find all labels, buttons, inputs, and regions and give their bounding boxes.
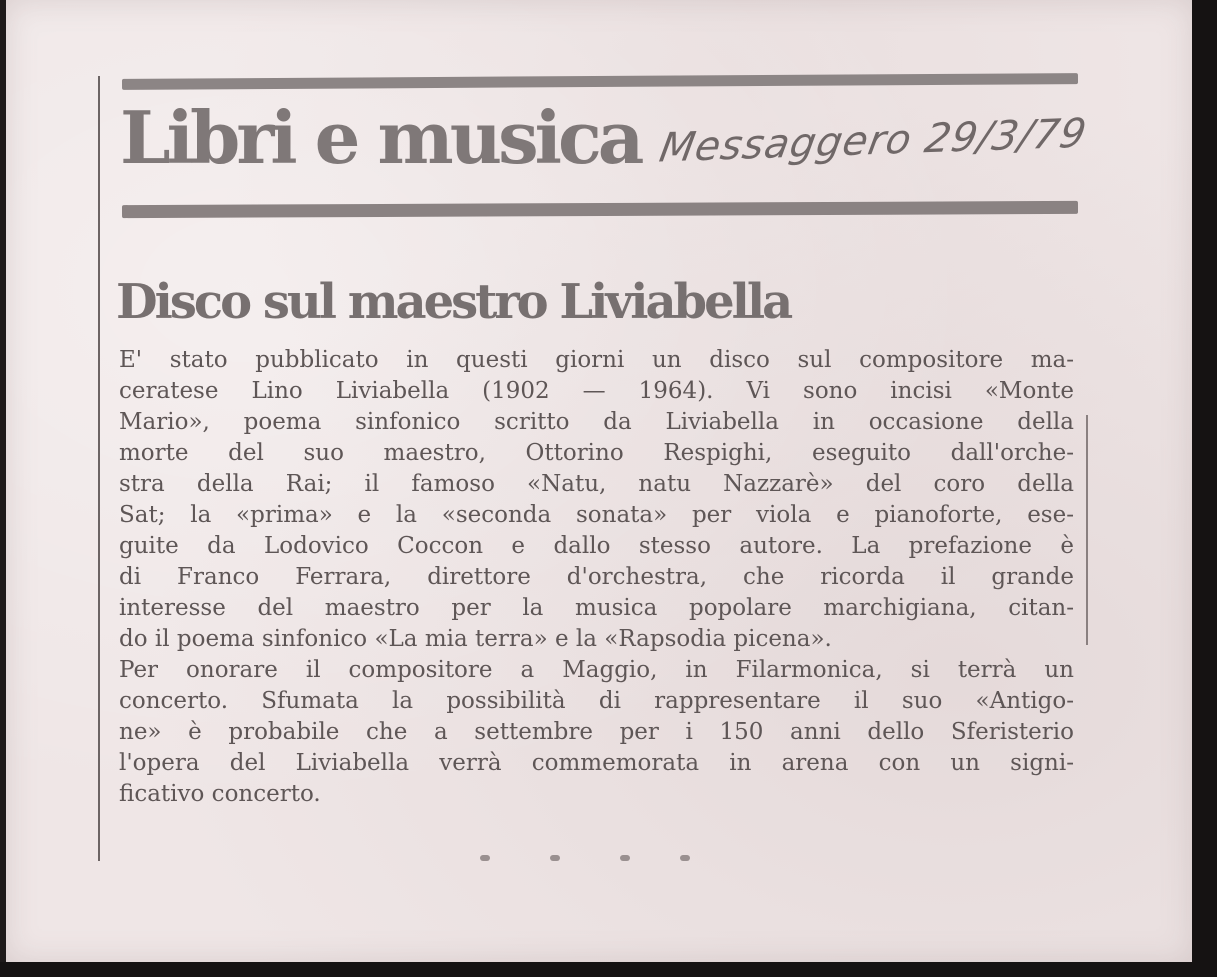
section-title: Libri e musica [120, 95, 641, 180]
article-line: concerto. Sfumata la possibilità di rappresentare il suo «Antigo- [119, 688, 1074, 714]
article-line: E' stato pubblicato in questi giorni un disco sul compositore ma- [119, 347, 1074, 373]
article-line: stra della Rai; il famoso «Natu, natu Nazzarè» del coro della [119, 471, 1074, 497]
ink-speck [480, 855, 490, 861]
article-line: l'opera del Liviabella verrà commemorata in arena con un signi- [119, 750, 1074, 776]
article-line: Sat; la «prima» e la «seconda sonata» per viola e pianoforte, ese- [119, 502, 1074, 528]
article-line: Mario», poema sinfonico scritto da Liviabella in occasione della [119, 409, 1074, 435]
article-line: guite da Lodovico Coccon e dallo stesso autore. La prefazione è [119, 533, 1074, 559]
ink-speck [620, 855, 630, 861]
column-rule-right [1086, 415, 1088, 645]
column-rule-left [98, 76, 100, 861]
article-line: ceratese Lino Liviabella (1902 — 1964). Vi sono incisi «Monte [119, 378, 1074, 404]
article-body [119, 345, 1074, 810]
ink-speck [550, 855, 560, 861]
ink-residue [480, 855, 710, 863]
ink-speck [680, 855, 690, 861]
article-line: Per onorare il compositore a Maggio, in Filarmonica, si terrà un [119, 657, 1074, 683]
article-line: do il poema sinfonico «La mia terra» e la «Rapsodia picena». [119, 626, 832, 652]
article-line: ne» è probabile che a settembre per i 150 anni dello Sferisterio [119, 719, 1074, 745]
background-edge-bottom [0, 962, 1217, 977]
article-line: interesse del maestro per la musica popolare marchigiana, citan- [119, 595, 1074, 621]
article-line: ficativo concerto. [119, 781, 321, 807]
handwritten-annotation: Messaggero 29/3/79 [656, 110, 1091, 172]
article-line: morte del suo maestro, Ottorino Respighi, eseguito dall'orche- [119, 440, 1074, 466]
article-line: di Franco Ferrara, direttore d'orchestra, che ricorda il grande [119, 564, 1074, 590]
background-edge [1192, 0, 1217, 977]
article-headline: Disco sul maestro Liviabella [116, 274, 791, 330]
